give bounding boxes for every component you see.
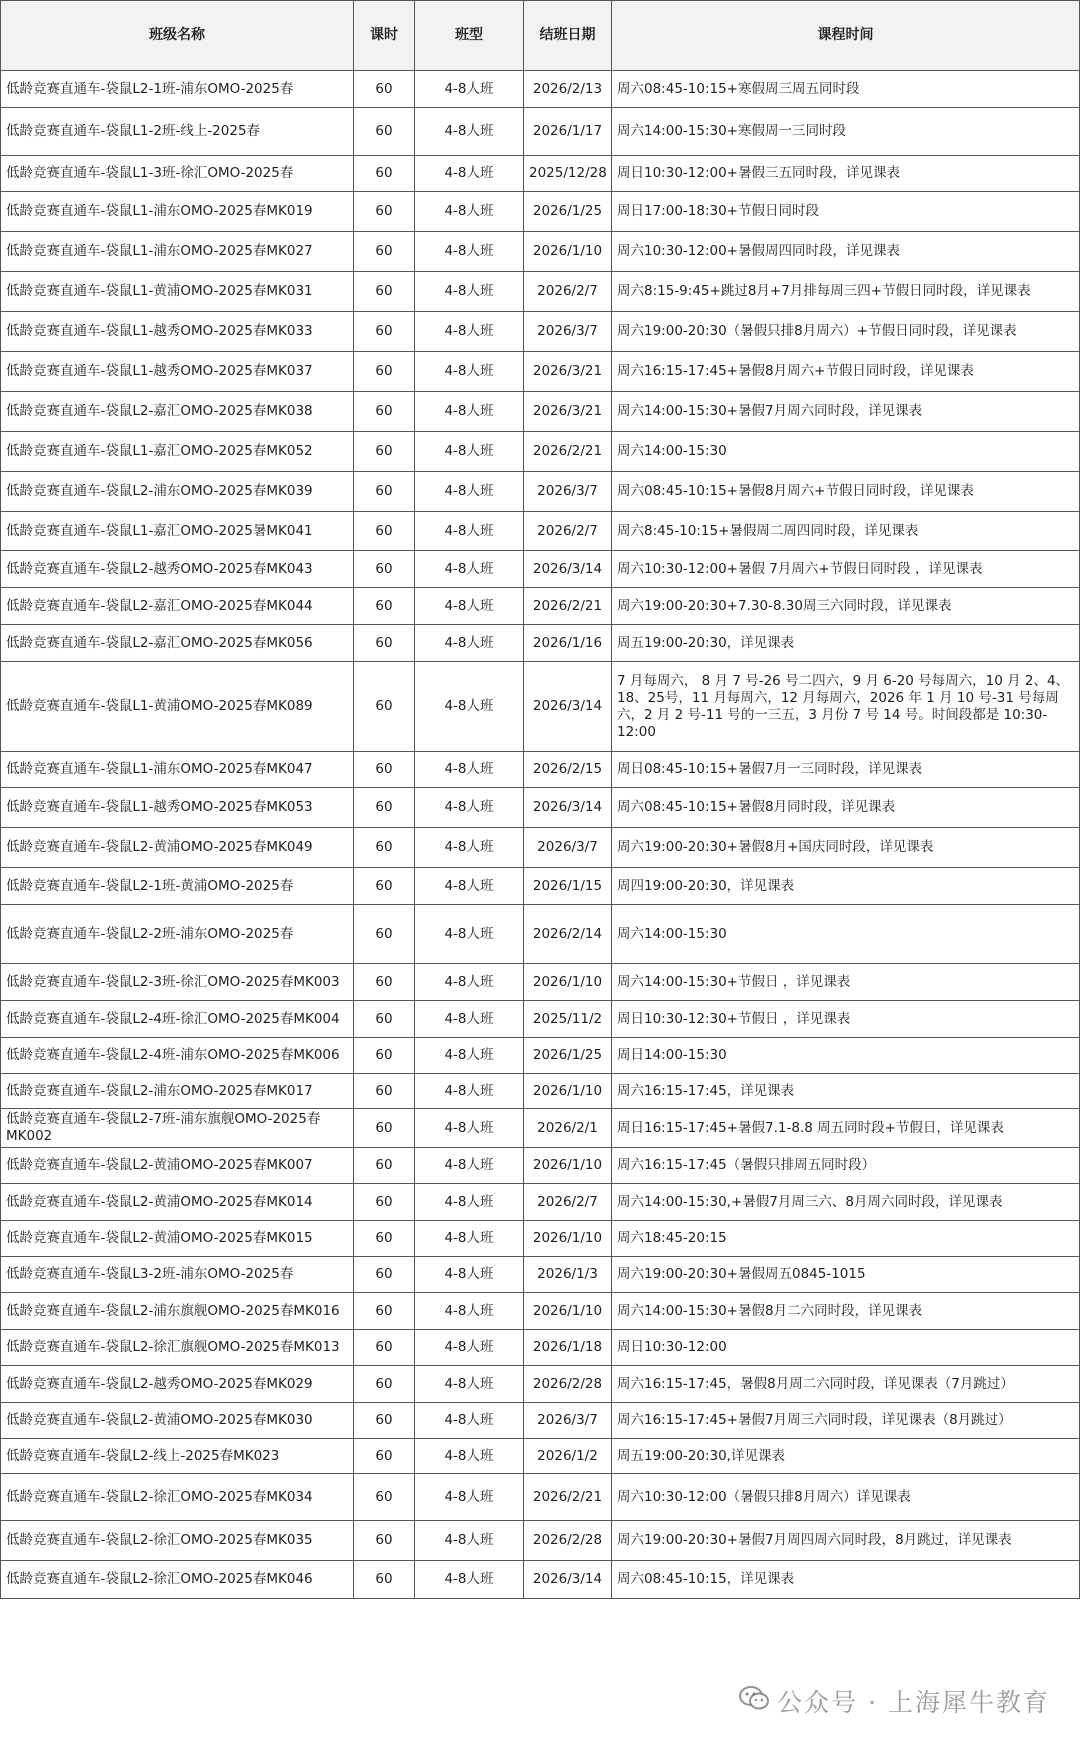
table-row xyxy=(1,551,1080,588)
cell-class-type: 4-8人班 xyxy=(415,1109,524,1148)
cell-end-date: 2026/2/13 xyxy=(524,71,612,108)
cell-class-name: 低龄竞赛直通车-袋鼠L2-3班-徐汇OMO-2025春MK003 xyxy=(1,964,354,1001)
cell-schedule: 周六8:45-10:15+暑假周二周四同时段，详见课表 xyxy=(612,512,1080,551)
cell-schedule: 周六14:00-15:30 xyxy=(612,905,1080,964)
cell-class-type: 4-8人班 xyxy=(415,1561,524,1599)
table-row xyxy=(1,964,1080,1001)
table-row xyxy=(1,1330,1080,1366)
table-row xyxy=(1,352,1080,392)
cell-end-date: 2026/3/7 xyxy=(524,1403,612,1439)
cell-end-date: 2026/3/14 xyxy=(524,662,612,752)
cell-class-name: 低龄竞赛直通车-袋鼠L2-浦东OMO-2025春MK039 xyxy=(1,472,354,512)
wechat-icon xyxy=(739,1685,769,1717)
cell-end-date: 2026/1/10 xyxy=(524,964,612,1001)
cell-class-name: 低龄竞赛直通车-袋鼠L2-1班-浦东OMO-2025春 xyxy=(1,71,354,108)
cell-class-type: 4-8人班 xyxy=(415,1257,524,1293)
cell-hours: 60 xyxy=(354,788,415,828)
cell-class-name: 低龄竞赛直通车-袋鼠L2-黄浦OMO-2025春MK014 xyxy=(1,1184,354,1221)
header-end-date: 结班日期 xyxy=(524,1,612,71)
cell-hours: 60 xyxy=(354,752,415,788)
cell-class-type: 4-8人班 xyxy=(415,272,524,312)
cell-class-name: 低龄竞赛直通车-袋鼠L2-黄浦OMO-2025春MK015 xyxy=(1,1221,354,1257)
table-row xyxy=(1,108,1080,156)
cell-hours: 60 xyxy=(354,352,415,392)
cell-end-date: 2026/1/3 xyxy=(524,1257,612,1293)
cell-schedule: 周六14:00-15:30+暑假8月二六同时段，详见课表 xyxy=(612,1293,1080,1330)
cell-end-date: 2026/1/10 xyxy=(524,1293,612,1330)
cell-schedule: 周日08:45-10:15+暑假7月一三同时段，详见课表 xyxy=(612,752,1080,788)
cell-class-type: 4-8人班 xyxy=(415,232,524,272)
cell-hours: 60 xyxy=(354,432,415,472)
cell-hours: 60 xyxy=(354,828,415,868)
cell-schedule: 周六10:30-12:00+暑假周四同时段，详见课表 xyxy=(612,232,1080,272)
cell-end-date: 2026/3/14 xyxy=(524,1561,612,1599)
cell-end-date: 2026/1/2 xyxy=(524,1439,612,1474)
cell-class-type: 4-8人班 xyxy=(415,1366,524,1403)
cell-schedule: 周四19:00-20:30，详见课表 xyxy=(612,868,1080,905)
cell-class-name: 低龄竞赛直通车-袋鼠L2-徐汇OMO-2025春MK035 xyxy=(1,1521,354,1561)
cell-schedule: 周六19:00-20:30（暑假只排8月周六）+节假日同时段，详见课表 xyxy=(612,312,1080,352)
cell-schedule: 周六14:00-15:30+寒假周一三同时段 xyxy=(612,108,1080,156)
cell-schedule: 周六14:00-15:30+节假日 ，详见课表 xyxy=(612,964,1080,1001)
table-header-row xyxy=(1,1,1080,71)
table-row xyxy=(1,868,1080,905)
cell-class-type: 4-8人班 xyxy=(415,192,524,232)
cell-end-date: 2026/1/25 xyxy=(524,192,612,232)
cell-hours: 60 xyxy=(354,551,415,588)
cell-schedule: 周六10:30-12:00（暑假只排8月周六）详见课表 xyxy=(612,1474,1080,1521)
cell-class-type: 4-8人班 xyxy=(415,352,524,392)
cell-class-type: 4-8人班 xyxy=(415,964,524,1001)
cell-hours: 60 xyxy=(354,392,415,432)
cell-end-date: 2026/1/10 xyxy=(524,232,612,272)
cell-class-name: 低龄竞赛直通车-袋鼠L1-嘉汇OMO-2025暑MK041 xyxy=(1,512,354,551)
cell-class-type: 4-8人班 xyxy=(415,1074,524,1109)
cell-class-type: 4-8人班 xyxy=(415,1184,524,1221)
cell-schedule: 周六16:15-17:45+暑假7月周三六同时段，详见课表（8月跳过） xyxy=(612,1403,1080,1439)
cell-hours: 60 xyxy=(354,588,415,625)
watermark-text: 公众号 · 上海犀牛教育 xyxy=(777,1688,1050,1717)
cell-end-date: 2026/1/18 xyxy=(524,1330,612,1366)
cell-class-type: 4-8人班 xyxy=(415,1403,524,1439)
cell-schedule: 周五19:00-20:30,详见课表 xyxy=(612,1439,1080,1474)
cell-class-name: 低龄竞赛直通车-袋鼠L1-浦东OMO-2025春MK019 xyxy=(1,192,354,232)
cell-schedule: 周六19:00-20:30+暑假周五0845-1015 xyxy=(612,1257,1080,1293)
cell-hours: 60 xyxy=(354,1038,415,1074)
table-row xyxy=(1,905,1080,964)
cell-end-date: 2026/2/21 xyxy=(524,432,612,472)
header-class-type: 班型 xyxy=(415,1,524,71)
cell-end-date: 2025/12/28 xyxy=(524,156,612,192)
cell-schedule: 周日14:00-15:30 xyxy=(612,1038,1080,1074)
cell-schedule: 周日10:30-12:00 xyxy=(612,1330,1080,1366)
table-row xyxy=(1,1184,1080,1221)
table-row xyxy=(1,232,1080,272)
cell-class-name: 低龄竞赛直通车-袋鼠L2-黄浦OMO-2025春MK007 xyxy=(1,1148,354,1184)
cell-end-date: 2026/3/7 xyxy=(524,312,612,352)
cell-hours: 60 xyxy=(354,625,415,662)
header-schedule: 课程时间 xyxy=(612,1,1080,71)
cell-hours: 60 xyxy=(354,1148,415,1184)
table-row xyxy=(1,752,1080,788)
cell-class-type: 4-8人班 xyxy=(415,512,524,551)
cell-class-name: 低龄竞赛直通车-袋鼠L2-7班-浦东旗舰OMO-2025春MK002 xyxy=(1,1109,354,1148)
cell-class-type: 4-8人班 xyxy=(415,71,524,108)
cell-class-name: 低龄竞赛直通车-袋鼠L2-2班-浦东OMO-2025春 xyxy=(1,905,354,964)
cell-class-name: 低龄竞赛直通车-袋鼠L2-嘉汇OMO-2025春MK056 xyxy=(1,625,354,662)
cell-hours: 60 xyxy=(354,905,415,964)
cell-hours: 60 xyxy=(354,1521,415,1561)
cell-schedule: 周六18:45-20:15 xyxy=(612,1221,1080,1257)
cell-class-type: 4-8人班 xyxy=(415,1221,524,1257)
cell-class-type: 4-8人班 xyxy=(415,1038,524,1074)
cell-schedule: 周日17:00-18:30+节假日同时段 xyxy=(612,192,1080,232)
cell-class-type: 4-8人班 xyxy=(415,905,524,964)
cell-schedule: 周六14:00-15:30 xyxy=(612,432,1080,472)
cell-end-date: 2026/3/14 xyxy=(524,788,612,828)
cell-hours: 60 xyxy=(354,1403,415,1439)
cell-class-name: 低龄竞赛直通车-袋鼠L3-2班-浦东OMO-2025春 xyxy=(1,1257,354,1293)
cell-schedule: 周六16:15-17:45，暑假8月周二六同时段，详见课表（7月跳过） xyxy=(612,1366,1080,1403)
cell-class-type: 4-8人班 xyxy=(415,1521,524,1561)
cell-class-type: 4-8人班 xyxy=(415,551,524,588)
cell-class-type: 4-8人班 xyxy=(415,868,524,905)
cell-class-type: 4-8人班 xyxy=(415,788,524,828)
cell-hours: 60 xyxy=(354,312,415,352)
cell-hours: 60 xyxy=(354,1439,415,1474)
table-row xyxy=(1,312,1080,352)
cell-end-date: 2026/2/14 xyxy=(524,905,612,964)
cell-class-name: 低龄竞赛直通车-袋鼠L1-越秀OMO-2025春MK033 xyxy=(1,312,354,352)
cell-schedule: 周六08:45-10:15+暑假8月同时段，详见课表 xyxy=(612,788,1080,828)
cell-end-date: 2026/3/7 xyxy=(524,472,612,512)
cell-end-date: 2026/2/7 xyxy=(524,512,612,551)
cell-class-name: 低龄竞赛直通车-袋鼠L1-嘉汇OMO-2025春MK052 xyxy=(1,432,354,472)
cell-class-type: 4-8人班 xyxy=(415,662,524,752)
cell-schedule: 周六08:45-10:15，详见课表 xyxy=(612,1561,1080,1599)
table-row xyxy=(1,71,1080,108)
cell-hours: 60 xyxy=(354,662,415,752)
cell-class-type: 4-8人班 xyxy=(415,1330,524,1366)
table-row xyxy=(1,1474,1080,1521)
cell-end-date: 2026/3/7 xyxy=(524,828,612,868)
table-row xyxy=(1,1074,1080,1109)
cell-schedule: 周六19:00-20:30+暑假8月+国庆同时段，详见课表 xyxy=(612,828,1080,868)
cell-schedule: 周六08:45-10:15+暑假8月周六+节假日同时段，详见课表 xyxy=(612,472,1080,512)
cell-class-name: 低龄竞赛直通车-袋鼠L2-黄浦OMO-2025春MK030 xyxy=(1,1403,354,1439)
cell-hours: 60 xyxy=(354,1074,415,1109)
cell-class-name: 低龄竞赛直通车-袋鼠L2-越秀OMO-2025春MK043 xyxy=(1,551,354,588)
cell-hours: 60 xyxy=(354,868,415,905)
cell-class-type: 4-8人班 xyxy=(415,312,524,352)
cell-end-date: 2025/11/2 xyxy=(524,1001,612,1038)
table-row xyxy=(1,512,1080,551)
cell-end-date: 2026/3/21 xyxy=(524,392,612,432)
cell-class-type: 4-8人班 xyxy=(415,625,524,662)
cell-class-name: 低龄竞赛直通车-袋鼠L2-4班-徐汇OMO-2025春MK004 xyxy=(1,1001,354,1038)
cell-class-name: 低龄竞赛直通车-袋鼠L1-3班-徐汇OMO-2025春 xyxy=(1,156,354,192)
cell-class-type: 4-8人班 xyxy=(415,108,524,156)
cell-schedule: 周日10:30-12:00+暑假三五同时段，详见课表 xyxy=(612,156,1080,192)
cell-class-name: 低龄竞赛直通车-袋鼠L2-浦东旗舰OMO-2025春MK016 xyxy=(1,1293,354,1330)
table-row xyxy=(1,788,1080,828)
cell-class-name: 低龄竞赛直通车-袋鼠L2-浦东OMO-2025春MK017 xyxy=(1,1074,354,1109)
cell-end-date: 2026/2/28 xyxy=(524,1366,612,1403)
cell-class-name: 低龄竞赛直通车-袋鼠L1-浦东OMO-2025春MK027 xyxy=(1,232,354,272)
cell-end-date: 2026/2/1 xyxy=(524,1109,612,1148)
cell-class-type: 4-8人班 xyxy=(415,1474,524,1521)
cell-schedule: 周日10:30-12:30+节假日 ，详见课表 xyxy=(612,1001,1080,1038)
cell-class-type: 4-8人班 xyxy=(415,156,524,192)
cell-class-type: 4-8人班 xyxy=(415,472,524,512)
cell-schedule: 周六19:00-20:30+7.30-8.30周三六同时段，详见课表 xyxy=(612,588,1080,625)
table-row xyxy=(1,1439,1080,1474)
cell-class-type: 4-8人班 xyxy=(415,1001,524,1038)
cell-class-name: 低龄竞赛直通车-袋鼠L1-黄浦OMO-2025春MK031 xyxy=(1,272,354,312)
cell-schedule: 周六08:45-10:15+寒假周三周五同时段 xyxy=(612,71,1080,108)
cell-end-date: 2026/1/10 xyxy=(524,1148,612,1184)
table-row xyxy=(1,588,1080,625)
table-row xyxy=(1,1403,1080,1439)
cell-class-name: 低龄竞赛直通车-袋鼠L1-越秀OMO-2025春MK053 xyxy=(1,788,354,828)
table-row xyxy=(1,1221,1080,1257)
cell-hours: 60 xyxy=(354,1293,415,1330)
cell-end-date: 2026/1/10 xyxy=(524,1074,612,1109)
cell-hours: 60 xyxy=(354,1221,415,1257)
cell-hours: 60 xyxy=(354,272,415,312)
table-row xyxy=(1,1148,1080,1184)
cell-end-date: 2026/1/10 xyxy=(524,1221,612,1257)
cell-end-date: 2026/2/15 xyxy=(524,752,612,788)
cell-end-date: 2026/2/7 xyxy=(524,1184,612,1221)
table-row xyxy=(1,1257,1080,1293)
table-row xyxy=(1,1293,1080,1330)
cell-hours: 60 xyxy=(354,1474,415,1521)
cell-class-name: 低龄竞赛直通车-袋鼠L2-徐汇旗舰OMO-2025春MK013 xyxy=(1,1330,354,1366)
cell-hours: 60 xyxy=(354,964,415,1001)
cell-class-name: 低龄竞赛直通车-袋鼠L1-黄浦OMO-2025春MK089 xyxy=(1,662,354,752)
cell-hours: 60 xyxy=(354,1109,415,1148)
cell-hours: 60 xyxy=(354,1366,415,1403)
cell-end-date: 2026/2/21 xyxy=(524,588,612,625)
cell-hours: 60 xyxy=(354,1330,415,1366)
table-row xyxy=(1,625,1080,662)
cell-end-date: 2026/2/21 xyxy=(524,1474,612,1521)
table-row xyxy=(1,1366,1080,1403)
cell-end-date: 2026/3/21 xyxy=(524,352,612,392)
cell-hours: 60 xyxy=(354,512,415,551)
cell-hours: 60 xyxy=(354,472,415,512)
cell-class-type: 4-8人班 xyxy=(415,432,524,472)
cell-class-name: 低龄竞赛直通车-袋鼠L2-嘉汇OMO-2025春MK044 xyxy=(1,588,354,625)
cell-class-type: 4-8人班 xyxy=(415,752,524,788)
cell-hours: 60 xyxy=(354,192,415,232)
cell-class-type: 4-8人班 xyxy=(415,392,524,432)
cell-end-date: 2026/1/25 xyxy=(524,1038,612,1074)
table-row xyxy=(1,1001,1080,1038)
cell-end-date: 2026/2/7 xyxy=(524,272,612,312)
table-row xyxy=(1,392,1080,432)
header-class-name: 班级名称 xyxy=(1,1,354,71)
cell-schedule: 周日16:15-17:45+暑假7.1-8.8 周五同时段+节假日，详见课表 xyxy=(612,1109,1080,1148)
cell-hours: 60 xyxy=(354,71,415,108)
cell-schedule: 周六10:30-12:00+暑假 7月周六+节假日同时段 ，详见课表 xyxy=(612,551,1080,588)
table-row xyxy=(1,432,1080,472)
cell-schedule: 周五19:00-20:30，详见课表 xyxy=(612,625,1080,662)
cell-class-name: 低龄竞赛直通车-袋鼠L1-2班-线上-2025春 xyxy=(1,108,354,156)
table-row xyxy=(1,1109,1080,1148)
table-row xyxy=(1,472,1080,512)
table-row xyxy=(1,662,1080,752)
cell-hours: 60 xyxy=(354,1001,415,1038)
table-row xyxy=(1,828,1080,868)
cell-class-name: 低龄竞赛直通车-袋鼠L2-1班-黄浦OMO-2025春 xyxy=(1,868,354,905)
cell-end-date: 2026/1/15 xyxy=(524,868,612,905)
cell-schedule: 周六14:00-15:30+暑假7月周六同时段，详见课表 xyxy=(612,392,1080,432)
cell-hours: 60 xyxy=(354,1184,415,1221)
cell-class-name: 低龄竞赛直通车-袋鼠L2-越秀OMO-2025春MK029 xyxy=(1,1366,354,1403)
cell-schedule: 周六16:15-17:45（暑假只排周五同时段） xyxy=(612,1148,1080,1184)
cell-schedule: 周六19:00-20:30+暑假7月周四周六同时段，8月跳过，详见课表 xyxy=(612,1521,1080,1561)
cell-class-name: 低龄竞赛直通车-袋鼠L2-徐汇OMO-2025春MK046 xyxy=(1,1561,354,1599)
cell-schedule: 7 月每周六， 8 月 7 号-26 号二四六，9 月 6-20 号每周六，10 月 2、4、18、25号，11 月每周六，12 月每周六，2026 年 1 月 10 号-31 号每周六，2 月 2 号-11 号的一三五，3 月份 7 号 14 号。时间段都是 10:30-12:00 xyxy=(612,662,1080,752)
table-row xyxy=(1,156,1080,192)
cell-schedule: 周六16:15-17:45，详见课表 xyxy=(612,1074,1080,1109)
cell-class-type: 4-8人班 xyxy=(415,1148,524,1184)
cell-end-date: 2026/3/14 xyxy=(524,551,612,588)
cell-class-type: 4-8人班 xyxy=(415,1293,524,1330)
cell-class-name: 低龄竞赛直通车-袋鼠L2-嘉汇OMO-2025春MK038 xyxy=(1,392,354,432)
cell-hours: 60 xyxy=(354,156,415,192)
table-body xyxy=(1,71,1080,1599)
cell-hours: 60 xyxy=(354,1257,415,1293)
watermark xyxy=(739,1683,1050,1719)
cell-class-name: 低龄竞赛直通车-袋鼠L2-黄浦OMO-2025春MK049 xyxy=(1,828,354,868)
cell-class-name: 低龄竞赛直通车-袋鼠L2-徐汇OMO-2025春MK034 xyxy=(1,1474,354,1521)
cell-schedule: 周六16:15-17:45+暑假8月周六+节假日同时段，详见课表 xyxy=(612,352,1080,392)
cell-end-date: 2026/1/17 xyxy=(524,108,612,156)
cell-schedule: 周六8:15-9:45+跳过8月+7月排每周三四+节假日同时段，详见课表 xyxy=(612,272,1080,312)
table-row xyxy=(1,1038,1080,1074)
cell-hours: 60 xyxy=(354,108,415,156)
cell-class-type: 4-8人班 xyxy=(415,1439,524,1474)
header-hours: 课时 xyxy=(354,1,415,71)
cell-hours: 60 xyxy=(354,232,415,272)
cell-end-date: 2026/2/28 xyxy=(524,1521,612,1561)
cell-class-name: 低龄竞赛直通车-袋鼠L1-越秀OMO-2025春MK037 xyxy=(1,352,354,392)
cell-schedule: 周六14:00-15:30,+暑假7月周三六、8月周六同时段，详见课表 xyxy=(612,1184,1080,1221)
cell-class-name: 低龄竞赛直通车-袋鼠L1-浦东OMO-2025春MK047 xyxy=(1,752,354,788)
table-row xyxy=(1,272,1080,312)
cell-end-date: 2026/1/16 xyxy=(524,625,612,662)
cell-class-name: 低龄竞赛直通车-袋鼠L2-4班-浦东OMO-2025春MK006 xyxy=(1,1038,354,1074)
table-row xyxy=(1,1561,1080,1599)
cell-hours: 60 xyxy=(354,1561,415,1599)
cell-class-type: 4-8人班 xyxy=(415,828,524,868)
cell-class-name: 低龄竞赛直通车-袋鼠L2-线上-2025春MK023 xyxy=(1,1439,354,1474)
cell-class-type: 4-8人班 xyxy=(415,588,524,625)
table-row xyxy=(1,192,1080,232)
table-row xyxy=(1,1521,1080,1561)
